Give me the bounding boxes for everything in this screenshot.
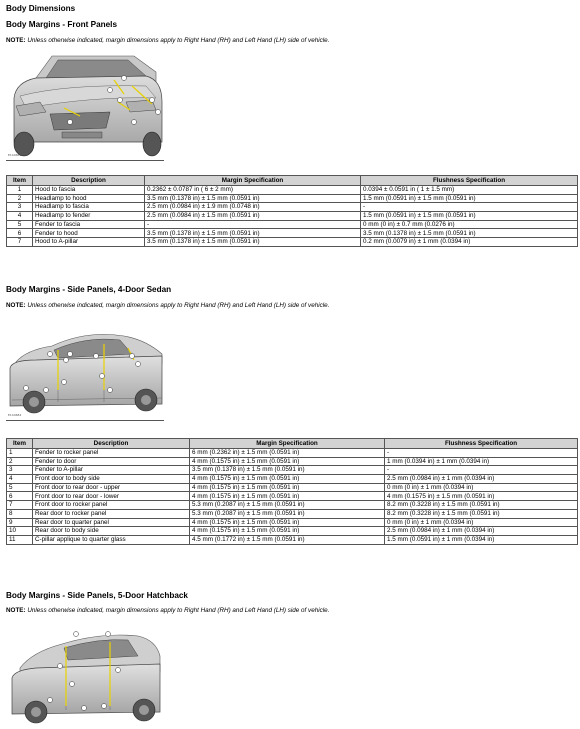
cell-flushness-spec: 3.5 mm (0.1378 in) ± 1.5 mm (0.0591 in): [361, 229, 578, 238]
note-label: NOTE:: [6, 607, 26, 614]
cell-description: Hood to A-pillar: [33, 238, 145, 247]
cell-flushness-spec: 8.2 mm (0.3228 in) ± 1.5 mm (0.0591 in): [385, 509, 578, 518]
cell-description: Rear door to body side: [33, 527, 190, 536]
table-row: [7, 212, 578, 221]
cell-flushness-spec: 2.5 mm (0.0984 in) ± 1 mm (0.0394 in): [385, 475, 578, 484]
note-sedan: [6, 302, 329, 309]
cell-item: 5: [7, 483, 33, 492]
cell-flushness-spec: 0.0394 ± 0.0591 in ( 1 ± 1.5 mm): [361, 186, 578, 195]
cell-margin-spec: 5.3 mm (0.2087 in) ± 1.5 mm (0.0591 in): [190, 501, 385, 510]
note-text: Unless otherwise indicated, margin dimensions apply to Right Hand (RH) and Left Hand (LH) side of vehicle.: [25, 37, 330, 44]
cell-flushness-spec: 4 mm (0.1575 in) ± 1.5 mm (0.0591 in): [385, 492, 578, 501]
cell-description: Headlamp to fascia: [33, 203, 145, 212]
cell-description: Headlamp to fender: [33, 212, 145, 221]
table-row: [7, 518, 578, 527]
cell-item: 11: [7, 535, 33, 544]
header-item: Item: [7, 176, 33, 186]
cell-margin-spec: 4 mm (0.1575 in) ± 1.5 mm (0.0591 in): [190, 483, 385, 492]
cell-item: 7: [7, 238, 33, 247]
header-flushness: Flushness Specification: [361, 176, 578, 186]
header-margin: Margin Specification: [190, 439, 385, 449]
cell-margin-spec: 5.3 mm (0.2087 in) ± 1.5 mm (0.0591 in): [190, 509, 385, 518]
cell-item: 5: [7, 220, 33, 229]
section-title-front-panels: Body Margins - Front Panels: [6, 20, 117, 29]
hatchback-figure: [6, 626, 164, 729]
cell-description: Hood to fascia: [33, 186, 145, 195]
cell-margin-spec: 2.5 mm (0.0984 in) ± 1.5 mm (0.0591 in): [145, 212, 361, 221]
cell-description: Headlamp to hood: [33, 194, 145, 203]
front-car-illustration: [6, 50, 164, 160]
cell-item: 6: [7, 229, 33, 238]
table-row: [7, 501, 578, 510]
header-description: Description: [33, 439, 190, 449]
cell-flushness-spec: 0 mm (0 in) ± 1 mm (0.0394 in): [385, 483, 578, 492]
cell-flushness-spec: -: [385, 449, 578, 458]
cell-item: 3: [7, 466, 33, 475]
cell-margin-spec: 3.5 mm (0.1378 in) ± 1.5 mm (0.0591 in): [145, 229, 361, 238]
cell-description: Front door to body side: [33, 475, 190, 484]
hatchback-car-illustration: [6, 626, 164, 729]
front-panels-table: [6, 175, 578, 247]
front-panels-figure: [6, 50, 164, 161]
note-text: Unless otherwise indicated, margin dimensions apply to Right Hand (RH) and Left Hand (LH) side of vehicle.: [25, 607, 330, 614]
cell-item: 3: [7, 203, 33, 212]
cell-flushness-spec: 2.5 mm (0.0984 in) ± 1 mm (0.0394 in): [385, 527, 578, 536]
cell-description: Fender to door: [33, 457, 190, 466]
cell-flushness-spec: 1.5 mm (0.0591 in) ± 1 mm (0.0394 in): [385, 535, 578, 544]
table-row: [7, 466, 578, 475]
cell-flushness-spec: 1 mm (0.0394 in) ± 1 mm (0.0394 in): [385, 457, 578, 466]
cell-description: Rear door to quarter panel: [33, 518, 190, 527]
table-row: [7, 527, 578, 536]
cell-description: Fender to hood: [33, 229, 145, 238]
cell-description: Front door to rear door - lower: [33, 492, 190, 501]
table-header-row: [7, 176, 578, 186]
note-hatchback: [6, 607, 329, 614]
table-row: [7, 457, 578, 466]
table-row: [7, 186, 578, 195]
cell-margin-spec: 4 mm (0.1575 in) ± 1.5 mm (0.0591 in): [190, 475, 385, 484]
cell-item: 4: [7, 475, 33, 484]
cell-flushness-spec: 0 mm (0 in) ± 0.7 mm (0.0276 in): [361, 220, 578, 229]
table-row: [7, 238, 578, 247]
table-row: [7, 509, 578, 518]
cell-item: 9: [7, 518, 33, 527]
cell-flushness-spec: 1.5 mm (0.0591 in) ± 1.5 mm (0.0591 in): [361, 194, 578, 203]
sedan-table: [6, 438, 578, 545]
cell-margin-spec: 4 mm (0.1575 in) ± 1.5 mm (0.0591 in): [190, 527, 385, 536]
cell-flushness-spec: 8.2 mm (0.3228 in) ± 1.5 mm (0.0591 in): [385, 501, 578, 510]
header-description: Description: [33, 176, 145, 186]
note-label: NOTE:: [6, 37, 26, 44]
header-margin: Margin Specification: [145, 176, 361, 186]
cell-item: 7: [7, 501, 33, 510]
header-item: Item: [7, 439, 33, 449]
cell-flushness-spec: 0 mm (0 in) ± 1 mm (0.0394 in): [385, 518, 578, 527]
cell-item: 10: [7, 527, 33, 536]
cell-item: 2: [7, 457, 33, 466]
cell-description: Fender to rocker panel: [33, 449, 190, 458]
figure-id: E144682: [8, 413, 22, 417]
note-text: Unless otherwise indicated, margin dimensions apply to Right Hand (RH) and Left Hand (LH) side of vehicle.: [25, 302, 330, 309]
cell-margin-spec: -: [145, 220, 361, 229]
cell-margin-spec: 6 mm (0.2362 in) ± 1.5 mm (0.0591 in): [190, 449, 385, 458]
table-row: [7, 220, 578, 229]
cell-margin-spec: 3.5 mm (0.1378 in) ± 1.5 mm (0.0591 in): [145, 238, 361, 247]
cell-margin-spec: 4 mm (0.1575 in) ± 1.5 mm (0.0591 in): [190, 492, 385, 501]
cell-description: Front door to rear door - upper: [33, 483, 190, 492]
cell-description: C-pillar applique to quarter glass: [33, 535, 190, 544]
cell-margin-spec: 3.5 mm (0.1378 in) ± 1.5 mm (0.0591 in): [145, 194, 361, 203]
cell-item: 1: [7, 449, 33, 458]
table-row: [7, 203, 578, 212]
cell-flushness-spec: -: [385, 466, 578, 475]
cell-margin-spec: 2.5 mm (0.0984 in) ± 1.9 mm (0.0748 in): [145, 203, 361, 212]
cell-item: 4: [7, 212, 33, 221]
table-row: [7, 483, 578, 492]
cell-margin-spec: 4.5 mm (0.1772 in) ± 1.5 mm (0.0591 in): [190, 535, 385, 544]
page-title: Body Dimensions: [6, 4, 76, 13]
section-title-hatchback: Body Margins - Side Panels, 5-Door Hatchback: [6, 591, 188, 600]
cell-description: Fender to fascia: [33, 220, 145, 229]
table-header-row: [7, 439, 578, 449]
table-row: [7, 535, 578, 544]
cell-margin-spec: 0.2362 ± 0.0787 in ( 6 ± 2 mm): [145, 186, 361, 195]
sedan-figure: [6, 320, 164, 421]
note-front-panels: [6, 37, 329, 44]
cell-margin-spec: 3.5 mm (0.1378 in) ± 1.5 mm (0.0591 in): [190, 466, 385, 475]
note-label: NOTE:: [6, 302, 26, 309]
cell-margin-spec: 4 mm (0.1575 in) ± 1.5 mm (0.0591 in): [190, 518, 385, 527]
table-row: [7, 475, 578, 484]
cell-description: Fender to A-pillar: [33, 466, 190, 475]
cell-item: 6: [7, 492, 33, 501]
cell-description: Rear door to rocker panel: [33, 509, 190, 518]
table-row: [7, 229, 578, 238]
cell-item: 8: [7, 509, 33, 518]
table-row: [7, 449, 578, 458]
figure-id: E144681: [8, 153, 22, 157]
header-flushness: Flushness Specification: [385, 439, 578, 449]
cell-item: 1: [7, 186, 33, 195]
table-row: [7, 492, 578, 501]
cell-margin-spec: 4 mm (0.1575 in) ± 1.5 mm (0.0591 in): [190, 457, 385, 466]
cell-flushness-spec: 1.5 mm (0.0591 in) ± 1.5 mm (0.0591 in): [361, 212, 578, 221]
table-row: [7, 194, 578, 203]
cell-flushness-spec: -: [361, 203, 578, 212]
cell-flushness-spec: 0.2 mm (0.0079 in) ± 1 mm (0.0394 in): [361, 238, 578, 247]
section-title-sedan: Body Margins - Side Panels, 4-Door Sedan: [6, 285, 172, 294]
cell-description: Front door to rocker panel: [33, 501, 190, 510]
cell-item: 2: [7, 194, 33, 203]
sedan-car-illustration: [6, 320, 164, 420]
